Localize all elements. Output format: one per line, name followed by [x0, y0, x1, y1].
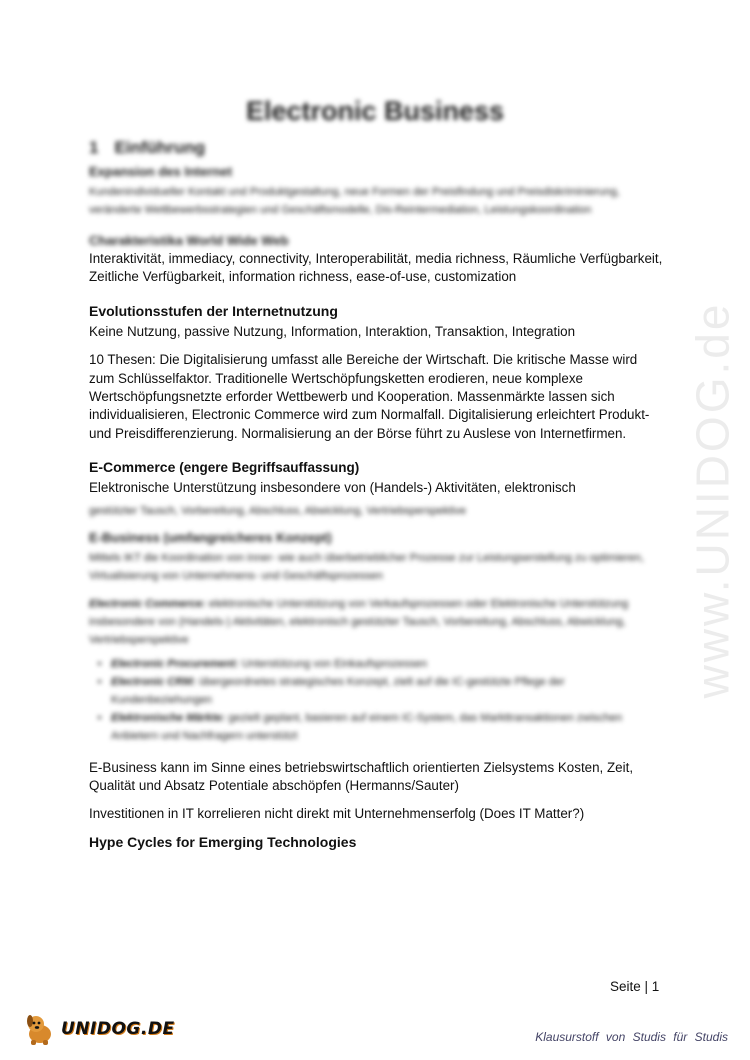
- document-body: [89, 138, 664, 854]
- watermark-text: www.UNIDOG.de: [686, 301, 739, 699]
- bullet-label: Electronic Procurement:: [111, 657, 239, 670]
- it-investment-text: Investitionen in IT korrelieren nicht direkt mit Unternehmenserfolg (Does IT Matter?): [89, 806, 585, 822]
- page-number: Seite | 1: [610, 979, 660, 994]
- hype-cycle-heading: Hype Cycles for Emerging Technologies: [89, 833, 357, 850]
- bullet-text: gezielt geplant, basieren auf einem IC-System, das Markttransaktionen zwischen Anbietern und Nachfragern unterstützt: [111, 711, 623, 742]
- electronic-commerce-text: elektronische Unterstützung von Verkaufsprozessen oder Elektronische Unterstützung insbesondere von (Handels-) Aktivitäten, elektronisch gestützter Tausch, Vorbereitung, Abschluss, Abwicklung, Vertriebsperspektive: [89, 597, 629, 646]
- footer-tagline: Klausurstoff von Studis für Studis: [535, 1030, 728, 1044]
- list-item: [111, 673, 664, 709]
- ecommerce-heading-sub: (engere Begriffsauffassung): [179, 460, 360, 476]
- ecommerce-line-2: gestützter Tausch, Vorbereitung, Abschluss, Abwicklung, Vertriebsperspektive: [89, 504, 467, 517]
- list-item: [111, 709, 664, 745]
- evolution-text: Keine Nutzung, passive Nutzung, Information, Interaktion, Transaktion, Integration: [89, 323, 576, 339]
- electronic-commerce-label: Electronic Commerce:: [89, 597, 206, 610]
- ebusiness-potential-text: E-Business kann im Sinne eines betriebswirtschaftlich orientierten Zielsystems Kosten, Zeit, Qualität und Absatz Potentiale abschöpfen (Hermanns/Sauter): [89, 759, 634, 794]
- bullet-text: übergeordnetes strategisches Konzept, zielt auf die IC-gestützte Pflege der Kundenbeziehungen: [111, 675, 565, 706]
- ebusiness-heading: E-Business (umfangreicheres Konzept): [89, 529, 332, 545]
- unidog-logo: [22, 1012, 175, 1046]
- ecommerce-line-1: Elektronische Unterstützung insbesondere von (Handels-) Aktivitäten, elektronisch: [89, 480, 576, 496]
- expansion-block: [89, 164, 664, 219]
- ebusiness-text: Mittels IKT die Koordination von inner- wie auch überbetrieblicher Prozesse zur Leistungserstellung zu optimieren, Virtualisierung von Unternehmens- und Geschäftsprozessen: [89, 551, 644, 582]
- ebusiness-bullet-list: [89, 655, 664, 745]
- ecommerce-heading-main: E-Commerce: [89, 459, 176, 476]
- characteristics-heading: Charakteristika World Wide Web: [89, 233, 289, 248]
- evolution-heading: Evolutionsstufen der Internetnutzung: [89, 302, 338, 319]
- section-number: 1: [89, 138, 99, 157]
- bullet-text: Unterstützung von Einkaufsprozessen: [241, 657, 428, 670]
- section-heading: [89, 138, 664, 158]
- ebusiness-block: [89, 530, 664, 745]
- document-title: Electronic Business: [245, 96, 505, 126]
- expansion-text: Kundenindividueller Kontakt und Produktgestaltung, neue Formen der Preisfindung und Preisdiskriminierung, veränderte Wettbewerbsstrategien und Geschäftsmodelle, Dis-Reintermediation, Leistungskoordination: [89, 186, 620, 216]
- bullet-label: Elektronische Märkte:: [111, 711, 226, 724]
- dog-mascot-icon: [22, 1012, 58, 1046]
- characteristics-text: Interaktivität, immediacy, connectivity, Interoperabilität, media richness, Räumliche Verfügbarkeit, Zeitliche Verfügbarkeit, information richness, ease-of-use, customization: [89, 251, 663, 285]
- bullet-label: Electronic CRM:: [111, 675, 196, 688]
- section-title: Einführung: [114, 138, 206, 157]
- watermark: [686, 240, 739, 760]
- electronic-commerce-definition: [89, 595, 664, 649]
- logo-text: UNIDOG.DE: [61, 1019, 175, 1039]
- ecommerce-heading: [89, 459, 664, 475]
- expansion-heading: Expansion des Internet: [89, 164, 233, 179]
- list-item: [111, 655, 664, 673]
- theses-text: 10 Thesen: Die Digitalisierung umfasst alle Bereiche der Wirtschaft. Die kritische Masse wird zum Schlüsselfaktor. Traditionelle Wertschöpfungsketten erodieren, neue komplexe Wertschöpfungsnetzte erforder Wettbewerb und Kooperation. Massenmärkte lassen sich individualisieren, Electronic Commerce wird zum Normalfall. Digitalisierung erleichtert Produkt- und Preisdifferenzierung. Normalisierung an der Börse führt zu Auslese von Internetfirmen.: [89, 352, 650, 441]
